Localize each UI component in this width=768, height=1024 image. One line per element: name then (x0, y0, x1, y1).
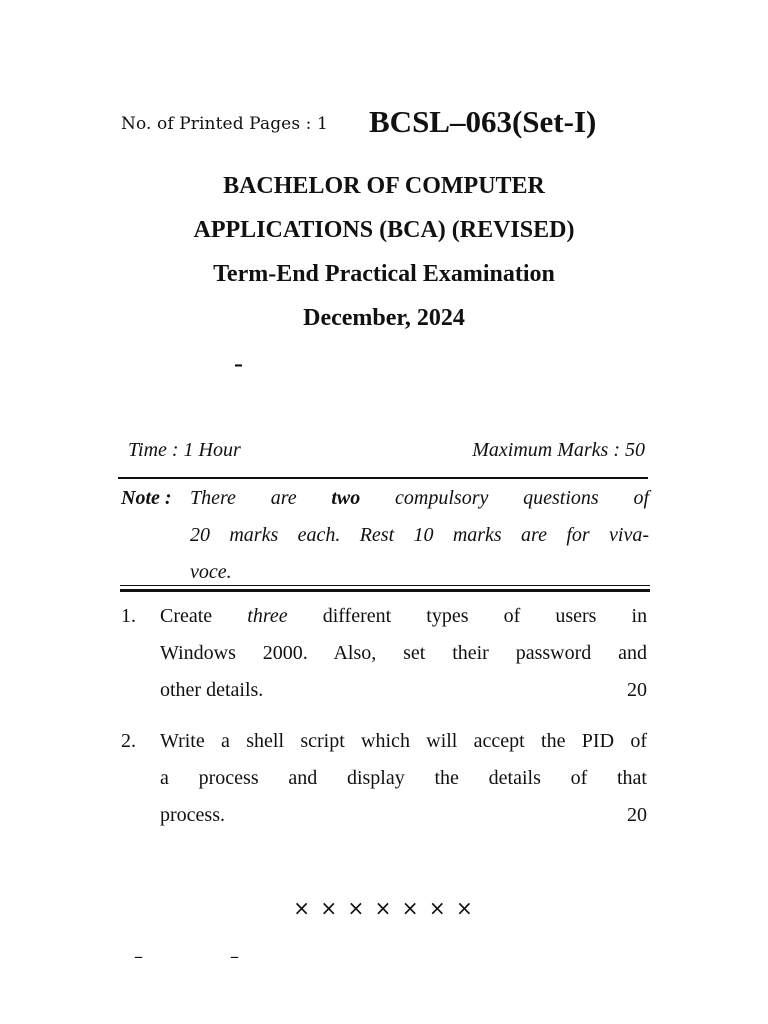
question-number: 2. (121, 730, 136, 752)
exam-date: December, 2024 (303, 305, 465, 331)
question-marks: 20 (627, 679, 647, 701)
question-line-text: process. (160, 804, 225, 826)
question-word: of (503, 605, 521, 627)
question-word: types (426, 605, 469, 627)
question-line-3 (160, 672, 647, 709)
question-line-1: Write a shell script which will accept the PID of (160, 730, 647, 752)
note-word: of (633, 487, 650, 509)
dash-mark-top: – (234, 354, 243, 375)
question-line-3 (160, 797, 647, 834)
note-line-1 (190, 480, 649, 517)
question-word-emphasis: three (247, 605, 288, 627)
question-word: users (555, 605, 597, 627)
question-word: different (322, 605, 392, 627)
note-line-2: 20 marks each. Rest 10 marks are for viva- (190, 524, 649, 546)
time-label: Time : 1 Hour (128, 439, 241, 461)
question-body (160, 723, 647, 834)
max-marks-label: Maximum Marks : 50 (472, 439, 645, 461)
question-line-2: Windows 2000. Also, set their password and (160, 642, 647, 664)
question-body (160, 598, 647, 709)
paper-code: BCSL–063(Set-I) (369, 104, 597, 139)
double-rule-top (120, 585, 650, 586)
question-line-1 (160, 598, 647, 635)
exam-type: Term-End Practical Examination (213, 261, 555, 287)
question-word: in (631, 605, 648, 627)
question-line-text: other details. (160, 679, 264, 701)
printed-pages-label: No. of Printed Pages : 1 (121, 114, 328, 134)
note-word-emphasis: two (331, 487, 361, 509)
title-line-1: BACHELOR OF COMPUTER (223, 173, 545, 199)
note-label: Note : (121, 487, 172, 509)
note-word: questions (523, 487, 599, 509)
dash-mark-right: – (230, 946, 239, 967)
divider-rule (118, 477, 648, 479)
note-word: are (270, 487, 297, 509)
question-number: 1. (121, 605, 136, 627)
question-word: Create (160, 605, 213, 627)
end-of-paper-marks: × × × × × × × (293, 896, 475, 920)
dash-mark-left: – (134, 946, 143, 967)
note-word: compulsory (395, 487, 489, 509)
title-line-2: APPLICATIONS (BCA) (REVISED) (193, 217, 575, 243)
question-line-2: a process and display the details of that (160, 767, 647, 789)
double-rule-bottom (120, 589, 650, 592)
note-body (190, 480, 649, 591)
note-word: There (190, 487, 236, 509)
note-line-3: voce. (190, 561, 232, 583)
question-marks: 20 (627, 804, 647, 826)
